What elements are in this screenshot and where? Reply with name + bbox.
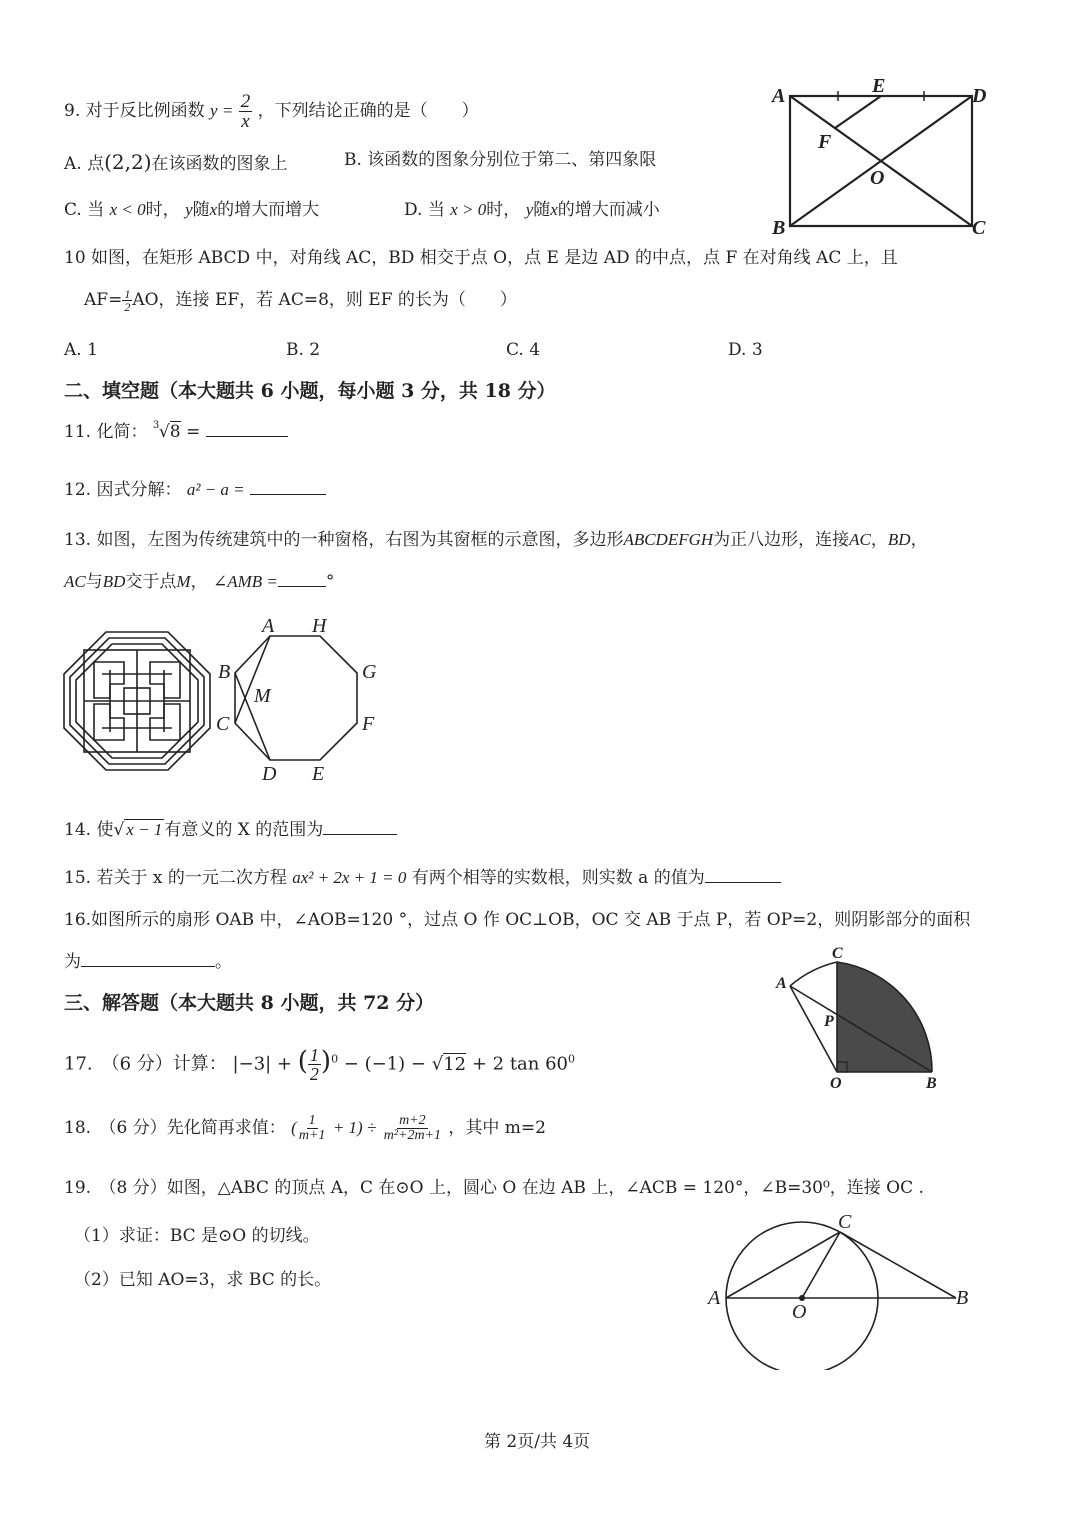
q12-answer-blank [250,480,326,495]
label-g: G [362,661,377,683]
q14-radicand: x − 1 [126,820,163,839]
label-f: F [818,131,832,153]
q10-option-a: A. 1 [64,340,98,360]
label-b: B [926,1075,937,1090]
segment-oc [802,1232,840,1298]
q16-line2: 为 。 [64,952,232,972]
label-a: A [776,975,787,992]
segment-cb [840,1232,956,1298]
label-b: B [218,661,231,683]
q9-option-a: A. 点(2,2)在该函数的图象上 [64,150,288,174]
window-lattice-figure [62,630,212,772]
section-2-heading: 二、填空题（本大题共 6 小题，每小题 3 分，共 18 分） [64,380,556,402]
q10-rectangle-figure [760,72,1000,242]
section-3-heading: 三、解答题（本大题共 8 小题，共 72 分） [64,992,435,1014]
q19-circle-figure [704,1210,984,1370]
label-m: M [254,685,271,707]
q10-option-c: C. 4 [506,340,541,360]
label-o: O [792,1301,807,1323]
label-o: O [830,1075,842,1090]
q10-fraction: $\frac{1}{2}$ [124,287,131,314]
q14: 14. 使√ x − 1 有意义的 X 的范围为 [64,820,397,840]
label-a: A [262,615,275,637]
q9-fraction: $\frac{2}{x}$ [240,91,251,132]
q13-line2: AC与BD交于点M， ∠AMB = ° [64,572,335,592]
q11-cube-root: 3 √8 [152,420,181,442]
q16-sector-figure [770,940,950,1090]
q17: 17. （6 分）计算： |−3| + ( $\frac{1}{2}$ )$^0$ − (−1) − √12 + 2 $\tan 60^0$ [64,1045,576,1084]
label-e: E [872,75,886,97]
label-c: C [972,217,986,239]
q16-answer-blank [81,952,215,967]
q10-stem: 10 如图，在矩形 ABCD 中，对角线 AC，BD 相交于点 O，点 E 是边 AD 的中点，点 F 在对角线 AC 上，且 [64,248,898,268]
q17-half: $\frac{1}{2}$ [309,1045,319,1084]
q19-stem: 19. （8 分）如图，△ABC 的顶点 A，C 在⊙O 上，圆心 O 在边 AB 上，∠ACB = 120°，∠B=30⁰，连接 OC . [64,1178,924,1198]
q18-fraction-1: $\frac{1}{m+1}$ [298,1113,326,1143]
label-d: D [972,85,987,107]
label-c: C [838,1211,852,1233]
q10-stem-line2: AF= $\frac{1}{2}$ AO，连接 EF，若 AC=8，则 EF 的长为（ ） [84,287,517,314]
q10-option-b: B. 2 [286,340,321,360]
label-a: A [708,1287,721,1309]
q9-stem: 9. 对于反比例函数 y = $\frac{2}{x}$ ，下列结论正确的是（ ） [64,91,479,132]
q15-answer-blank [705,868,781,883]
q9-option-c: C. 当 x < 0时， y随x的增大而增大 [64,200,320,220]
q10-option-d: D. 3 [728,340,763,360]
q19-part-1: （1）求证：BC 是⊙O 的切线。 [74,1226,320,1246]
q18: 18. （6 分）先化简再求值： ( $\frac{1}{m+1}$ + 1) ÷ $\frac{m+2}{\text{m²+2m+1}}$ ，其中 m=2 [64,1113,546,1143]
q16-line1: 16.如图所示的扇形 OAB 中，∠AOB=120 °，过点 O 作 OC⊥OB，OC 交 AB 于点 P，若 OP=2，则阴影部分的面积 [64,910,971,930]
q19-part-2: （2）已知 AO=3，求 BC 的长。 [74,1270,332,1290]
q13-octagon-figure [212,612,392,788]
q11-answer-blank [206,422,288,437]
q13-answer-blank [278,572,326,587]
q9-option-b: B. 该函数的图象分别位于第二、第四象限 [344,150,657,170]
label-o: O [870,167,885,189]
label-f: F [362,713,375,735]
q13-line1: 13. 如图，左图为传统建筑中的一种窗格，右图为其窗框的示意图，多边形ABCDEFGH为正八边形，连接AC，BD， [64,530,928,550]
label-b: B [956,1287,969,1309]
label-d: D [262,763,277,785]
label-c: C [216,713,230,735]
q18-fraction-2: $\frac{m+2}{\text{m²+2m+1}}$ [383,1113,441,1143]
segment-ef [835,96,881,128]
q11: 11. 化简： 3 √8 = [64,422,288,442]
q9-option-d: D. 当 x > 0时， y随x的增大而减小 [404,200,660,220]
label-a: A [772,85,786,107]
label-c: C [832,945,843,962]
label-b: B [772,217,786,239]
line-ac [235,636,270,723]
label-p: P [824,1013,834,1030]
label-h: H [312,615,327,637]
q15: 15. 若关于 x 的一元二次方程 ax² + 2x + 1 = 0 有两个相等的实数根，则实数 a 的值为 [64,868,781,888]
page-footer: 第 2页/共 4页 [484,1432,591,1452]
q14-answer-blank [323,820,397,835]
segment-ac [726,1232,840,1298]
label-e: E [312,763,325,785]
q12: 12. 因式分解： a² − a = [64,480,326,500]
